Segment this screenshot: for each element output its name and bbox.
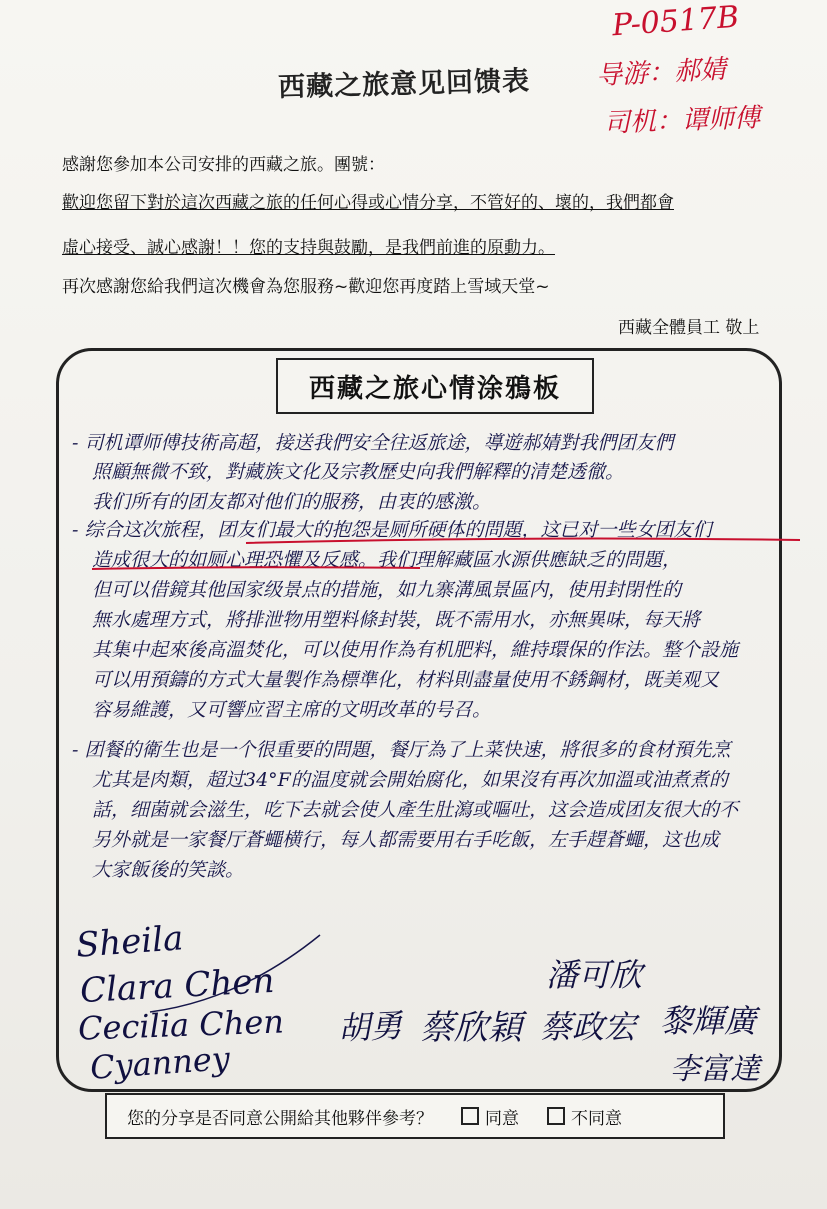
comment-line: 大家飯後的笑談。: [92, 859, 245, 881]
comment-line: 尤其是肉類，超过34°F的温度就会開始腐化，如果沒有再次加溫或油煮煮的: [92, 769, 728, 791]
comment-line: 但可以借鏡其他国家级景点的措施，如九寨溝風景區内，使用封閉性的: [92, 579, 682, 601]
intro-line-3: 虛心接受、誠心感謝！！您的支持與鼓勵，是我們前進的原動力。: [62, 238, 555, 258]
comment-line: - 团餐的衛生也是一个很重要的問題，餐厅為了上菜快速，將很多的食材預先烹: [72, 739, 731, 761]
intro-line-4: 再次感謝您給我們這次機會為您服務~歡迎您再度踏上雪域天堂~: [62, 277, 550, 297]
agree-checkbox[interactable]: [461, 1107, 479, 1125]
comment-line: 無水處理方式，將排泄物用塑料條封裝，既不需用水，亦無異味，每天將: [92, 609, 701, 631]
intro-line-1: 感謝您參加本公司安排的西藏之旅。團號：: [62, 155, 385, 175]
signature-left: Cyanney: [88, 1039, 232, 1087]
form-code-annotation: P-0517B: [610, 0, 741, 44]
signature-right: 蔡欣穎: [420, 1008, 522, 1048]
comment-line: 話，细菌就会滋生，吃下去就会使人產生肚瀉或嘔吐，这会造成团友很大的不: [92, 799, 739, 821]
doodle-board-title: 西藏之旅心情涂鴉板: [276, 358, 594, 414]
red-underline-2: [92, 567, 420, 569]
comment-line: 容易維護，又可響应習主席的文明改革的号召。: [92, 699, 492, 721]
signoff: 西藏全體員工 敬上: [618, 318, 760, 338]
comment-line: - 司机谭师傅技術高超，接送我們安全往返旅途，導遊郝婧對我們团友們: [72, 432, 674, 454]
consent-box: [105, 1093, 725, 1139]
comment-line: 造成很大的如厕心理恐懼及反感。我们理解藏區水源供應缺乏的問題，: [92, 549, 682, 571]
red-underline-1: [246, 539, 800, 543]
signature-left: Cecilia Chen: [77, 1002, 285, 1048]
disagree-label: 不同意: [571, 1108, 622, 1129]
form-title: 西藏之旅意见回馈表: [277, 65, 531, 104]
guide-annotation: 导游：郝婧: [595, 54, 727, 92]
comment-line: 可以用預鑄的方式大量製作為標準化，材料則盡量使用不銹鋼材，既美观又: [92, 669, 720, 691]
signature-right: 李富達: [670, 1052, 760, 1087]
signature-left: Clara Chen: [79, 960, 276, 1012]
comment-line: - 综合这次旅程，团友们最大的抱怨是厕所硬体的問題，这已对一些女团友们: [72, 519, 712, 541]
comment-line: 照顧無微不致，對藏族文化及宗教歷史向我們解釋的清楚透徹。: [92, 461, 625, 483]
signature-right: 胡勇: [337, 1006, 404, 1048]
signature-right: 黎輝廣: [660, 1002, 757, 1040]
driver-annotation: 司机：谭师傅: [603, 103, 761, 139]
comment-line: 我们所有的团友都对他们的服務，由衷的感激。: [92, 491, 492, 513]
signature-right: 蔡政宏: [540, 1008, 637, 1046]
intro-line-2: 歡迎您留下對於這次西藏之旅的任何心得或心情分享，不管好的、壞的，我們都會: [62, 193, 674, 213]
disagree-checkbox[interactable]: [547, 1107, 565, 1125]
comment-line: 其集中起來後高溫焚化，可以使用作為有机肥料，維持環保的作法。整个設施: [92, 639, 739, 661]
signature-right: 潘可欣: [546, 956, 643, 994]
disagree-option[interactable]: [529, 1104, 622, 1129]
signature-left: Sheila: [74, 918, 185, 966]
agree-option[interactable]: [443, 1104, 519, 1129]
consent-question: 您的分享是否同意公開給其他夥伴參考？: [127, 1108, 433, 1129]
comment-line: 另外就是一家餐厅蒼蠅横行，每人都需要用右手吃飯，左手趕蒼蠅，这也成: [92, 829, 720, 851]
agree-label: 同意: [485, 1108, 519, 1129]
